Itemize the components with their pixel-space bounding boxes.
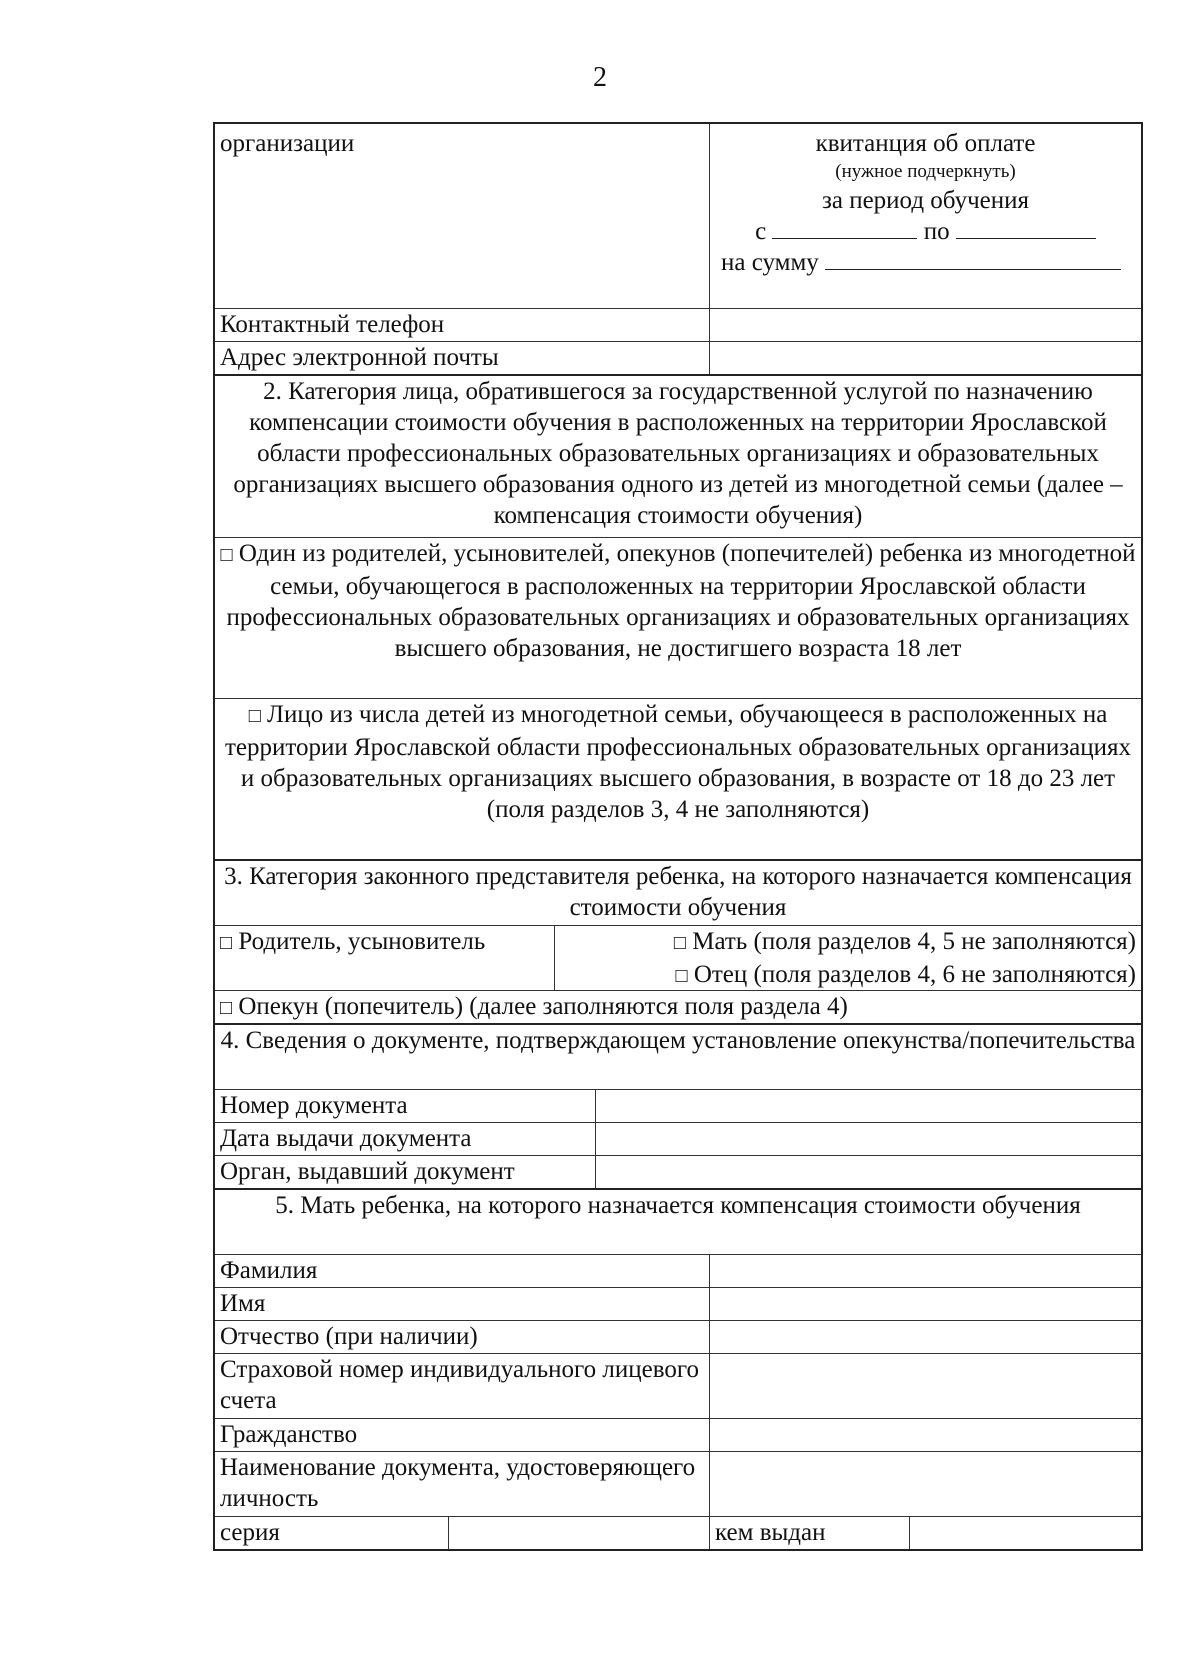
guardian-option[interactable]	[215, 991, 1141, 1023]
email-label: Адрес электронной почты	[220, 344, 499, 371]
snils-value[interactable]	[709, 1354, 1141, 1418]
mother-label: Мать (поля разделов 4, 5 не заполняются)	[692, 928, 1136, 955]
receipt-period: за период обучения	[821, 187, 1030, 214]
email-value[interactable]	[709, 342, 1141, 374]
name-label: Имя	[220, 1290, 266, 1317]
doc-date-value[interactable]	[595, 1123, 1141, 1155]
email-row	[215, 341, 1141, 374]
doc-issuer-label: Орган, выдавший документ	[220, 1158, 515, 1185]
patronymic-label: Отчество (при наличии)	[220, 1323, 478, 1350]
mother-option[interactable]	[560, 926, 1136, 959]
section-5	[213, 1188, 1143, 1551]
parent-option[interactable]	[215, 926, 554, 990]
option-2-text: Лицо из числа детей из многодетной семьи, обучающееся в расположенных на территории Ярославской области профессиональных образовательных организациях и образовательных организациях высшего образования, в возрасте от 18 до 23 лет	[224, 701, 1132, 792]
section-4	[213, 1023, 1143, 1188]
checkbox-icon[interactable]: □	[675, 965, 688, 987]
sum-line	[715, 247, 1136, 278]
org-label: организации	[220, 130, 355, 157]
name-value[interactable]	[709, 1288, 1141, 1320]
to-blank[interactable]	[956, 216, 1096, 239]
father-option[interactable]	[560, 959, 1136, 992]
contact-label: Контактный телефон	[220, 311, 445, 338]
contact-row	[215, 308, 1141, 341]
guardian-label: Опекун (попечитель) (далее заполняются поля раздела 4)	[238, 993, 848, 1020]
series-label: серия	[220, 1519, 280, 1546]
option-1-text: Один из родителей, усыновителей, опекунов (попечителей) ребенка из многодетной семьи, обучающегося в расположенных на территории Ярославской области профессиональных образовательных организациях и образовательных организациях высшего образования, не достигшего возраста 18 лет	[226, 540, 1136, 662]
father-label: Отец (поля разделов 4, 6 не заполняются)	[693, 961, 1136, 988]
section-2-heading: 2. Категория лица, обратившегося за государственной услугой по назначению компенсации стоимости обучения в расположенных на территории Ярославской области профессиональных образовательных организациях и образовательных организациях высшего образования одного из детей из многодетной семьи (далее – компенсация стоимости обучения)	[233, 378, 1123, 529]
surname-value[interactable]	[709, 1255, 1141, 1287]
id-doc-value[interactable]	[709, 1452, 1141, 1516]
citizenship-label: Гражданство	[220, 1421, 358, 1448]
section-2	[213, 374, 1143, 859]
section-4-heading: 4. Сведения о документе, подтверждающем установление опекунства/попечительства	[220, 1027, 1136, 1054]
parent-subtypes	[554, 926, 1141, 990]
section-3-heading: 3. Категория законного представителя ребенка, на которого назначается компенсация стоимости обучения	[224, 863, 1132, 921]
period-range	[715, 216, 1136, 247]
section-3	[213, 859, 1143, 1023]
receipt-note: (нужное подчеркнуть)	[835, 161, 1016, 182]
from-label: с	[755, 218, 767, 245]
series-value[interactable]	[448, 1517, 709, 1549]
surname-label: Фамилия	[220, 1257, 318, 1284]
patronymic-value[interactable]	[709, 1321, 1141, 1353]
option-2-note: (поля разделов 3, 4 не заполняются)	[486, 796, 870, 823]
checkbox-icon[interactable]: □	[220, 997, 233, 1019]
id-doc-label: Наименование документа, удостоверяющего личность	[220, 1454, 696, 1512]
section-5-heading: 5. Мать ребенка, на которого назначается компенсация стоимости обучения	[275, 1192, 1081, 1219]
checkbox-icon[interactable]: □	[673, 932, 686, 954]
parent-label: Родитель, усыновитель	[238, 928, 486, 955]
org-block	[213, 122, 1143, 374]
doc-number-label: Номер документа	[220, 1092, 408, 1119]
from-blank[interactable]	[772, 216, 917, 239]
doc-issuer-value[interactable]	[595, 1156, 1141, 1188]
receipt-cell	[709, 124, 1141, 308]
issued-by-label: кем выдан	[709, 1517, 909, 1549]
issued-by-value[interactable]	[909, 1517, 1141, 1549]
application-form	[213, 122, 1143, 1551]
section-2-option-2[interactable]	[215, 699, 1141, 859]
doc-number-value[interactable]	[595, 1090, 1141, 1122]
sum-label: на сумму	[721, 249, 819, 276]
to-label: по	[923, 218, 950, 245]
citizenship-value[interactable]	[709, 1419, 1141, 1451]
checkbox-icon[interactable]: □	[220, 932, 233, 954]
checkbox-icon[interactable]: □	[220, 544, 233, 566]
section-2-option-1[interactable]	[215, 538, 1141, 698]
checkbox-icon[interactable]: □	[248, 705, 261, 727]
receipt-line1: квитанция об оплате	[815, 130, 1036, 157]
snils-label: Страховой номер индивидуального лицевого счета	[220, 1356, 700, 1414]
page-number: 2	[593, 62, 607, 93]
doc-date-label: Дата выдачи документа	[220, 1125, 472, 1152]
contact-value[interactable]	[709, 309, 1141, 341]
sum-blank[interactable]	[825, 247, 1121, 270]
